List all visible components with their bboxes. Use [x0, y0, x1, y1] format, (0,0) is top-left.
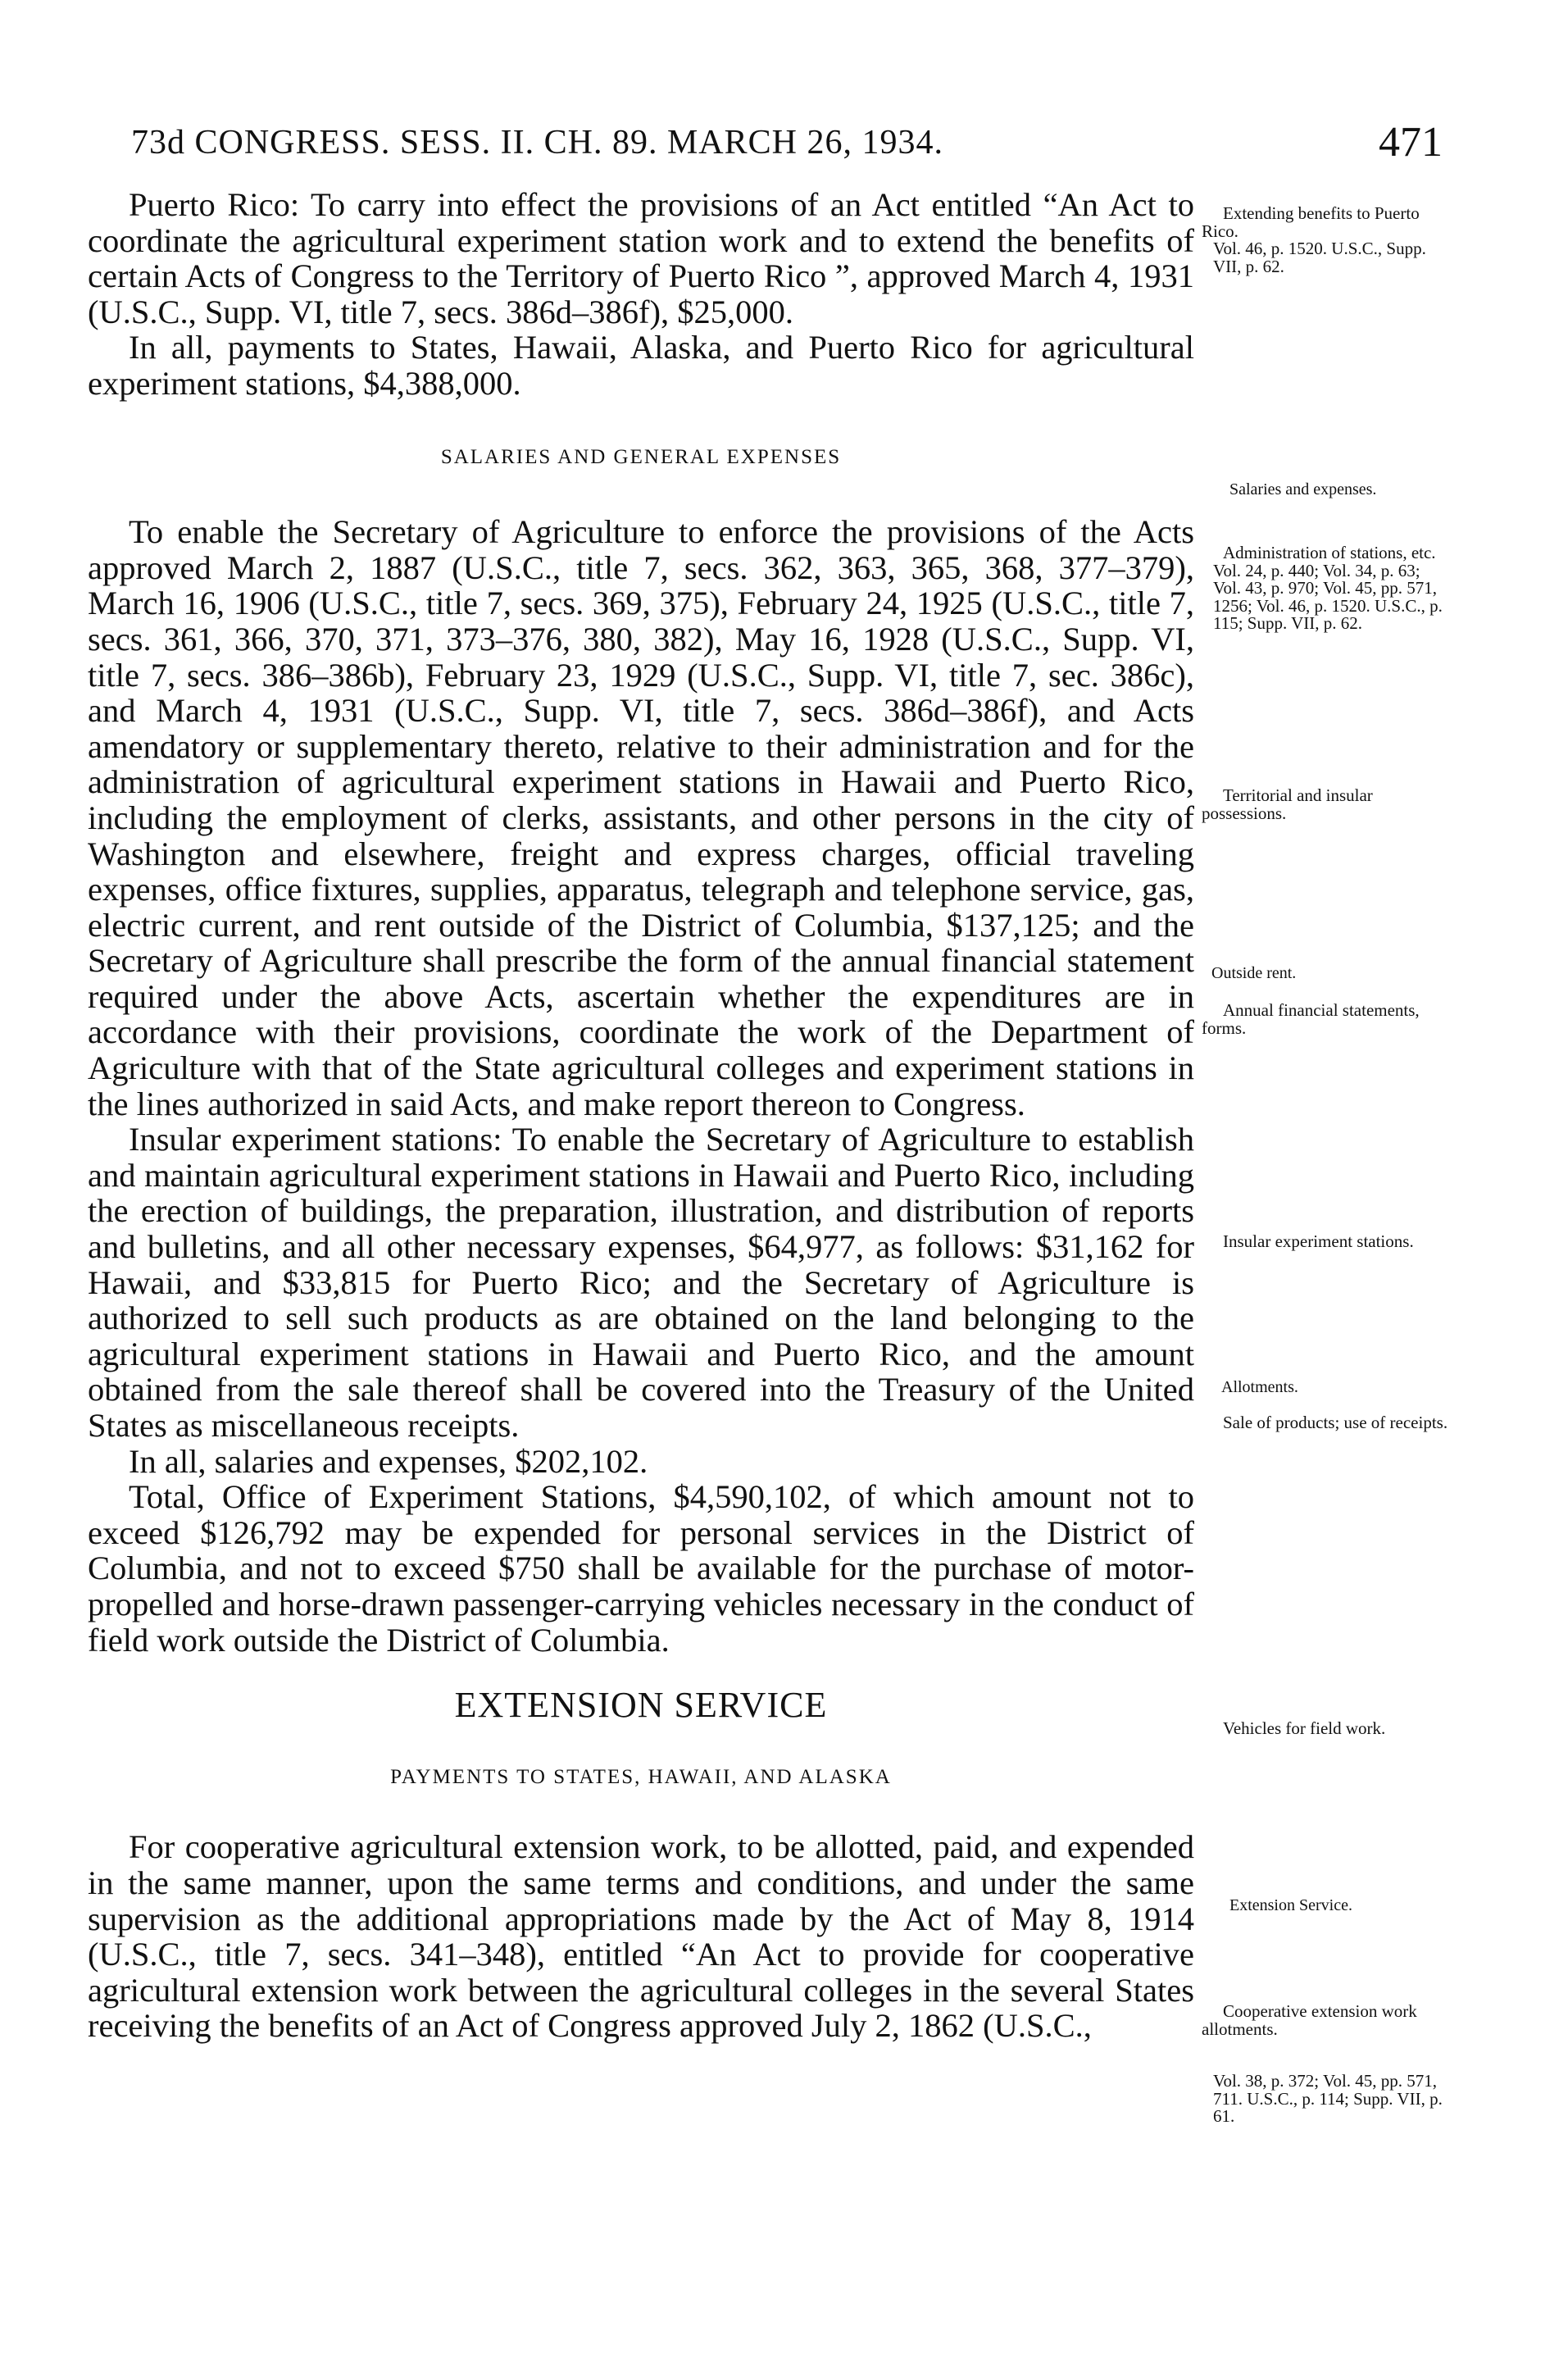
margin-note-reference: Vol. 46, p. 1520. U.S.C., Supp. VII, p. 62. — [1213, 239, 1426, 276]
section-heading-extension-service: EXTENSION SERVICE — [454, 1685, 828, 1726]
margin-note-annual-statements — [1202, 1002, 1451, 1037]
margin-note-vehicles — [1202, 1720, 1451, 1738]
margin-note-territorial — [1202, 787, 1451, 822]
margin-note-title: Territorial and insular possessions. — [1202, 785, 1373, 823]
margin-note-insular-stations — [1202, 1233, 1451, 1251]
running-head: 73d CONGRESS. SESS. II. CH. 89. MARCH 26, 1934. — [131, 124, 943, 162]
paragraph-insular-stations: Insular experiment stations: To enable the Secretary of Agriculture to establish and maintain agricultural experiment stations in Hawaii and Puerto Rico, including the erection of buildings, the preparation, illustration, and distribution of reports and bulletins, and all other necessary expenses, $64,977, as follows: $31,162 for Hawaii, and $33,815 for Puerto Rico; and the Secretary of Agriculture is authorized to sell such products as are obtained on the land belonging to the agricultural experiment stations in Hawaii and Puerto Rico, and the amount obtained from the sale thereof shall be covered into the Treasury of the United States as miscellaneous receipts. — [88, 1121, 1194, 1444]
page-header — [131, 119, 1443, 172]
paragraph-in-all-payments: In all, payments to States, Hawaii, Alaska, and Puerto Rico for agricultural experiment stations, $4,388,000. — [88, 329, 1194, 402]
margin-note-cooperative-extension — [1202, 2003, 1451, 2038]
subheading-payments-to-states: PAYMENTS TO STATES, HAWAII, AND ALASKA — [390, 1765, 892, 1788]
main-text-column — [88, 187, 1194, 2044]
margin-note-title: Administration of stations, etc. — [1223, 543, 1436, 562]
paragraph-total-office: Total, Office of Experiment Stations, $4,590,102, of which amount not to exceed $126,792 may be expended for personal services in the District of Columbia, and not to exceed $750 shall be available for the purchase of motor-propelled and horse-drawn passenger-carrying vehicles necessary in the conduct of field work outside the District of Columbia. — [88, 1478, 1194, 1659]
margin-note-title: Annual financial statements, forms. — [1202, 1000, 1420, 1038]
paragraph-puerto-rico: Puerto Rico: To carry into effect the provisions of an Act entitled “An Act to coordinate the agricultural experiment station work and to extend the benefits of certain Acts of Congress to the Territory of Puerto Rico ”, approved March 4, 1931 (U.S.C., Supp. VI, title 7, secs. 386d–386f), $25,000. — [88, 186, 1194, 330]
section-heading-salaries: SALARIES AND GENERAL EXPENSES — [440, 445, 842, 468]
paragraph-enforce-provisions: To enable the Secretary of Agriculture to enforce the provisions of the Acts approved March 2, 1887 (U.S.C., title 7, secs. 362, 363, 365, 368, 377–379), March 16, 1906 (U.S.C., title 7, secs. 369, 375), February 24, 1925 (U.S.C., title 7, secs. 361, 366, 370, 371, 373–376, 380, 382), May 16, 1928 (U.S.C., Supp. VI, title 7, secs. 386–386b), February 23, 1929 (U.S.C., Supp. VI, title 7, sec. 386c), and March 4, 1931 (U.S.C., Supp. VI, title 7, secs. 386d–386f), and Acts amendatory or supplementary thereto, relative to their administration and for the administration of agricultural experiment stations in Hawaii and Puerto Rico, including the employment of clerks, assistants, and other persons in the city of Washington and elsewhere, freight and express charges, official traveling expenses, office fixtures, supplies, apparatus, telegraph and telephone service, gas, electric current, and rent outside of the District of Columbia, $137,125; and the Secretary of Agriculture shall prescribe the form of the annual financial statement required under the above Acts, ascertain whether the expenditures are in accordance with their provisions, coordinate the work of the Department of Agriculture with that of the State agricultural colleges and experiment stations in the lines authorized in said Acts, and make report thereon to Congress. — [88, 513, 1194, 1122]
margin-note-title: Cooperative extension work allotments. — [1202, 2001, 1417, 2039]
page-number: 471 — [1379, 119, 1443, 166]
margin-note-outside-rent: Outside rent. — [1211, 964, 1297, 982]
margin-note-sale-of-products — [1202, 1414, 1451, 1432]
margin-note-reference: Vol. 24, p. 440; Vol. 34, p. 63; Vol. 43, p. 970; Vol. 45, pp. 571, 1256; Vol. 46, p. 1520. U.S.C., p. 115; Supp. VII, p. 62. — [1213, 560, 1443, 633]
margin-note-allotments: Allotments. — [1221, 1378, 1298, 1396]
margin-note-title: Sale of products; use of receipts. — [1223, 1413, 1448, 1432]
paragraph-in-all-salaries: In all, salaries and expenses, $202,102. — [129, 1442, 648, 1480]
margin-note-title: Vehicles for field work. — [1223, 1718, 1386, 1738]
paragraph-cooperative-extension: For cooperative agricultural extension work, to be allotted, paid, and expended in the same manner, upon the same terms and conditions, and under the same supervision as the additional appropriations made by the Act of May 8, 1914 (U.S.C., title 7, secs. 341–348), entitled “An Act to provide for cooperative agricultural extension work between the agricultural colleges in the several States receiving the benefits of an Act of Congress approved July 2, 1862 (U.S.C., — [88, 1828, 1194, 2045]
margin-note-reference: Vol. 38, p. 372; Vol. 45, pp. 571, 711. U.S.C., p. 114; Supp. VII, p. 61. — [1213, 2071, 1443, 2126]
margin-note-title: Insular experiment stations. — [1223, 1231, 1414, 1251]
margin-note-extending-benefits — [1202, 205, 1451, 275]
margin-note-extension-service: Extension Service. — [1229, 1896, 1352, 1914]
margin-note-vol-38 — [1202, 2073, 1451, 2126]
margin-note-administration — [1202, 544, 1451, 633]
margin-note-title: Extending benefits to Puerto Rico. — [1202, 203, 1420, 241]
margin-note-salaries-expenses: Salaries and expenses. — [1229, 480, 1377, 498]
